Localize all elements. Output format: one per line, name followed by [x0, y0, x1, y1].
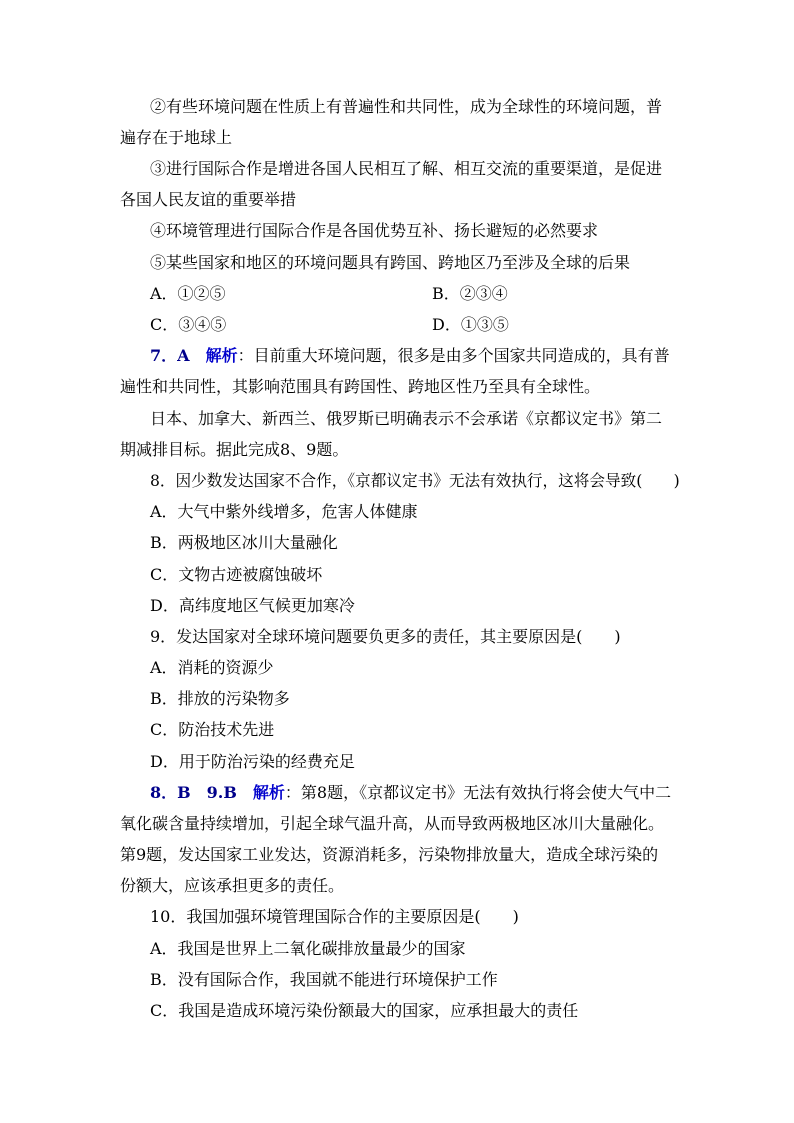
q7-option-c: C．③④⑤: [150, 315, 227, 334]
q10-stem: 10．我国加强环境管理国际合作的主要原因是( ): [150, 907, 519, 926]
q89-answer-line-2: 氧化碳含量持续增加，引起全球气温升高，从而导致两极地区冰川大量融化。: [120, 814, 665, 833]
q9-option-a: A．消耗的资源少: [150, 658, 274, 677]
q10-option-a: A．我国是世界上二氧化碳排放量最少的国家: [150, 939, 466, 958]
q8-option-d: D．高纬度地区气候更加寒冷: [150, 596, 355, 615]
q7-answer-label: 解析: [205, 346, 238, 365]
q7-item-2-line-1: ②有些环境问题在性质上有普遍性和共同性，成为全球性的环境问题，普: [150, 97, 663, 116]
q89-answer-text: ：第8题，《京都议定书》无法有效执行将会使大气中二: [284, 783, 672, 802]
q10-option-b: B．没有国际合作，我国就不能进行环境保护工作: [150, 970, 498, 989]
q7-item-5: ⑤某些国家和地区的环境问题具有跨国、跨地区乃至涉及全球的后果: [150, 253, 631, 272]
q89-answer-label: 解析: [252, 783, 285, 802]
q8-option-b: B．两极地区冰川大量融化: [150, 533, 338, 552]
q9-option-b: B．排放的污染物多: [150, 689, 290, 708]
q7-answer-text: ：目前重大环境问题，很多是由多个国家共同造成的，具有普: [237, 346, 670, 365]
q7-answer-line-1: [150, 345, 670, 367]
q7-answer-line-2: 遍性和共同性，其影响范围具有跨国性、跨地区性乃至具有全球性。: [120, 377, 601, 396]
q8-option-a: A．大气中紫外线增多，危害人体健康: [150, 502, 418, 521]
q7-item-2-line-2: 遍存在于地球上: [120, 128, 233, 147]
q89-answer-key: 8．B 9.B: [150, 783, 237, 802]
q7-option-b: B．②③④: [432, 284, 508, 303]
intro-line-2: 期减排目标。据此完成8、9题。: [120, 440, 349, 459]
q7-item-3-line-2: 各国人民友谊的重要举措: [120, 190, 297, 209]
q7-item-4: ④环境管理进行国际合作是各国优势互补、扬长避短的必然要求: [150, 221, 599, 240]
q89-answer-line-1: [150, 782, 671, 804]
q89-answer-line-3: 第9题，发达国家工业发达，资源消耗多，污染物排放量大，造成全球污染的: [120, 845, 659, 864]
q9-option-d: D．用于防治污染的经费充足: [150, 752, 355, 771]
q10-option-c: C．我国是造成环境污染份额最大的国家，应承担最大的责任: [150, 1001, 579, 1020]
q7-answer-key: 7．A: [150, 346, 190, 365]
intro-line-1: 日本、加拿大、新西兰、俄罗斯已明确表示不会承诺《京都议定书》第二: [150, 409, 663, 428]
q7-option-a: A．①②⑤: [150, 284, 226, 303]
q8-option-c: C．文物古迹被腐蚀破坏: [150, 565, 323, 584]
q9-option-c: C．防治技术先进: [150, 720, 275, 739]
q9-stem: 9．发达国家对全球环境问题要负更多的责任，其主要原因是( ): [150, 627, 621, 646]
q7-item-3-line-1: ③进行国际合作是增进各国人民相互了解、相互交流的重要渠道，是促进: [150, 159, 663, 178]
q8-stem: 8．因少数发达国家不合作，《京都议定书》无法有效执行，这将会导致( ): [150, 471, 680, 490]
q89-answer-line-4: 份额大，应该承担更多的责任。: [120, 876, 345, 895]
q7-option-d: D．①③⑤: [432, 315, 509, 334]
